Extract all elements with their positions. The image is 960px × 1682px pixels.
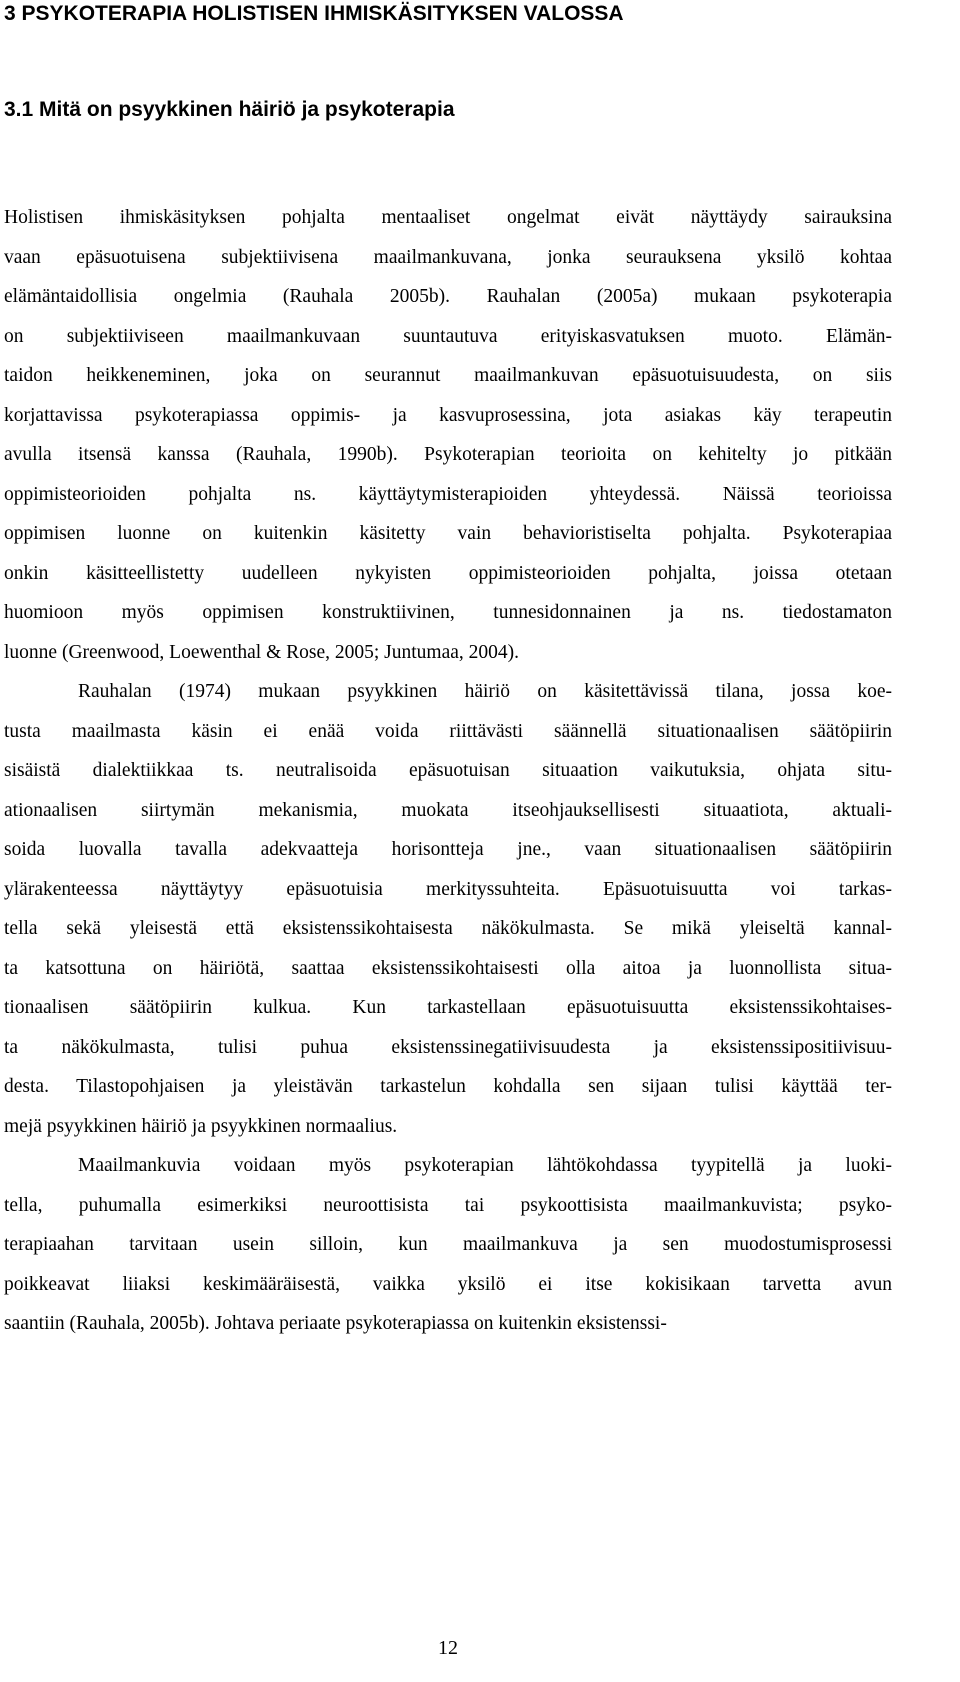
section-title: 3.1 Mitä on psyykkinen häiriö ja psykoterapia [4, 98, 455, 121]
text-line: soida luovalla tavalla adekvaatteja horisontteja jne., vaan situationaalisen säätöpiirin [4, 839, 892, 860]
text-line: tella sekä yleisestä että eksistenssikohtaisesta näkökulmasta. Se mikä yleiseltä kannal- [4, 918, 892, 939]
text-line: elämäntaidollisia ongelmia (Rauhala 2005b). Rauhalan (2005a) mukaan psykoterapia [4, 286, 892, 307]
text-line: avulla itsensä kanssa (Rauhala, 1990b). Psykoterapian teorioita on kehitelty jo pitkään [4, 444, 892, 465]
text-line: sisäistä dialektiikkaa ts. neutralisoida epäsuotuisan situaation vaikutuksia, ohjata situ- [4, 760, 892, 781]
text-line: Rauhalan (1974) mukaan psyykkinen häiriö on käsitettävissä tilana, jossa koe- [78, 681, 892, 702]
text-line: oppimisteorioiden pohjalta ns. käyttäytymisterapioiden yhteydessä. Näissä teorioissa [4, 483, 892, 505]
text-line: terapiaahan tarvitaan usein silloin, kun maailmankuva ja sen muodostumisprosessi [4, 1234, 892, 1255]
text-line: Holistisen ihmiskäsityksen pohjalta mentaaliset ongelmat eivät näyttäydy sairauksina [4, 207, 892, 228]
text-line: huomioon myös oppimisen konstruktiivinen, tunnesidonnainen ja ns. tiedostamaton [4, 602, 892, 623]
text-line: korjattavissa psykoterapiassa oppimis- ja kasvuprosessina, jota asiakas käy terapeutin [4, 404, 892, 426]
text-line: oppimisen luonne on kuitenkin käsitetty vain behavioristiselta pohjalta. Psykoterapiaa [4, 523, 892, 544]
text-line: on subjektiiviseen maailmankuvaan suuntautuva erityiskasvatuksen muoto. Elämän- [4, 325, 892, 347]
text-line: ationaalisen siirtymän mekanismia, muokata itseohjauksellisesti situaatiota, aktuali- [4, 799, 892, 821]
text-line: ta katsottuna on häiriötä, saattaa eksistenssikohtaisesti olla aitoa ja luonnollista situa- [4, 957, 892, 979]
paragraph [4, 672, 892, 1146]
text-line: tella, puhumalla esimerkiksi neuroottisista tai psykoottisista maailmankuvista; psyko- [4, 1194, 892, 1216]
text-line: poikkeavat liiaksi keskimääräisestä, vaikka yksilö ei itse kokisikaan tarvetta avun [4, 1273, 892, 1295]
text-line: mejä psyykkinen häiriö ja psyykkinen normaalius. [4, 1115, 398, 1137]
text-line: taidon heikkeneminen, joka on seurannut maailmankuvan epäsuotuisuudesta, on siis [4, 365, 892, 386]
body-text [4, 198, 892, 1344]
chapter-title: 3 PSYKOTERAPIA HOLISTISEN IHMISKÄSITYKSEN VALOSSA [4, 2, 624, 25]
paragraph [4, 1146, 892, 1344]
text-line: Maailmankuvia voidaan myös psykoterapian lähtökohdassa tyypitellä ja luoki- [78, 1155, 892, 1176]
text-line: saantiin (Rauhala, 2005b). Johtava periaate psykoterapiassa on kuitenkin eksistenssi- [4, 1313, 667, 1334]
text-line: ta näkökulmasta, tulisi puhua eksistenssinegatiivisuudesta ja eksistenssipositiivisuu- [4, 1036, 892, 1058]
page-number: 12 [438, 1637, 458, 1659]
text-line: tusta maailmasta käsin ei enää voida riittävästi säännellä situationaalisen säätöpiirin [4, 720, 892, 742]
paragraph [4, 198, 892, 672]
text-line: luonne (Greenwood, Loewenthal & Rose, 2005; Juntumaa, 2004). [4, 641, 520, 663]
text-line: vaan epäsuotuisena subjektiivisena maailmankuvana, jonka seurauksena yksilö kohtaa [4, 246, 892, 268]
text-line: desta. Tilastopohjaisen ja yleistävän tarkastelun kohdalla sen sijaan tulisi käyttää ter- [4, 1076, 892, 1097]
text-line: ylärakenteessa näyttäytyy epäsuotuisia merkityssuhteita. Epäsuotuisuutta voi tarkas- [4, 878, 892, 900]
text-line: onkin käsitteellistetty uudelleen nykyisten oppimisteorioiden pohjalta, joissa otetaan [4, 562, 892, 584]
text-line: tionaalisen säätöpiirin kulkua. Kun tarkastellaan epäsuotuisuutta eksistenssikohtaises- [4, 997, 892, 1018]
